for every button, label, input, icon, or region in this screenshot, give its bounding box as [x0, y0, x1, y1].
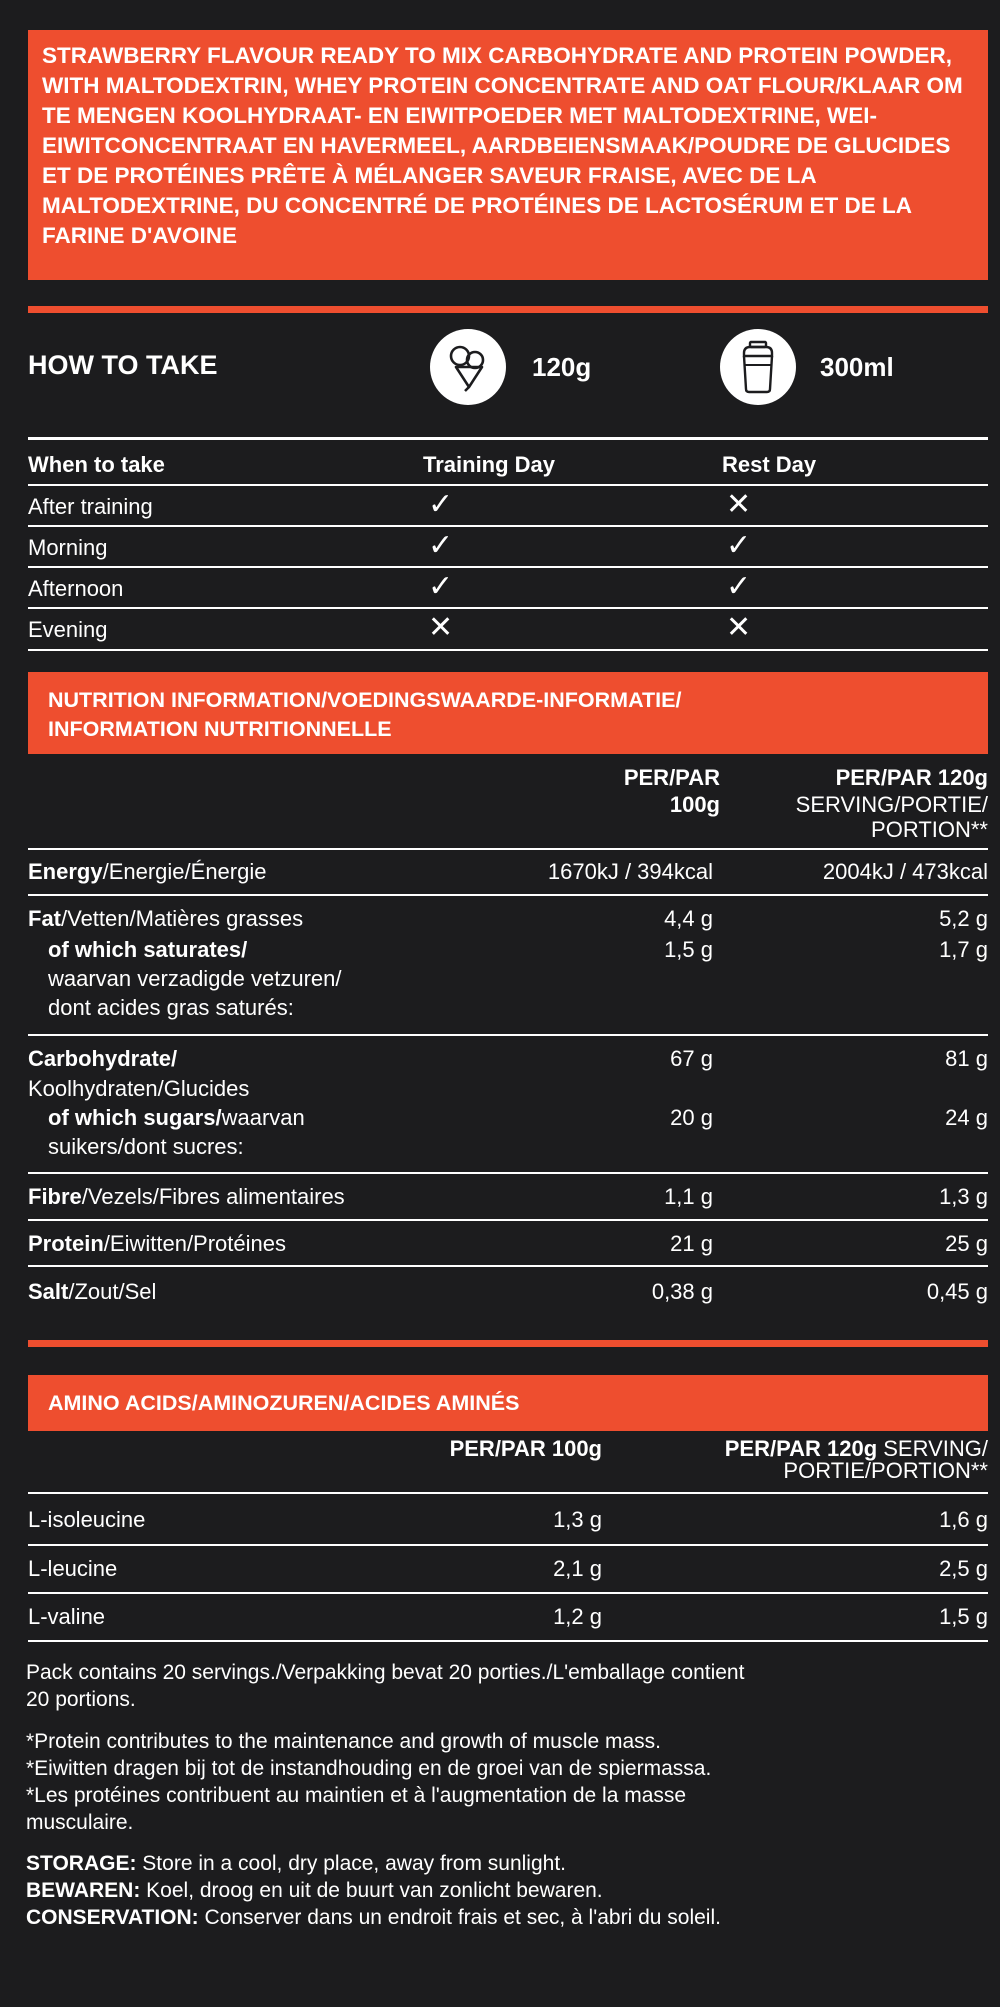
sugars-label-line1: of which sugars/waarvan — [48, 1105, 305, 1130]
rest-mark: ✓ — [726, 529, 752, 562]
rest-mark: ✕ — [726, 611, 752, 644]
row-divider — [28, 484, 988, 486]
scoop-amount: 120g — [532, 352, 592, 382]
per100-header-line1: PER/PAR — [623, 765, 720, 790]
divider-orange — [28, 1340, 988, 1347]
amino-row-name: L-valine — [28, 1604, 106, 1629]
storage-nl: BEWAREN: Koel, droog en uit de buurt van zonlicht bewaren. — [26, 1879, 603, 1902]
fat-serving: 5,2 g — [939, 906, 988, 931]
saturates-per100: 1,5 g — [664, 937, 713, 962]
sugars-label-line2: suikers/dont sucres: — [48, 1134, 244, 1159]
claim-nl: *Eiwitten dragen bij tot de instandhouding en de groei van de spiermassa. — [26, 1757, 712, 1780]
per100-header-line2: 100g — [669, 792, 720, 817]
row-divider — [28, 607, 988, 609]
carbohydrate-label-line1: Carbohydrate/ — [28, 1046, 178, 1071]
protein-per100: 21 g — [670, 1231, 713, 1256]
row-divider — [28, 848, 988, 850]
shaker-amount: 300ml — [820, 352, 894, 382]
salt-serving: 0,45 g — [926, 1279, 988, 1304]
amino-serving-header-line1: PER/PAR 120g SERVING/ — [724, 1436, 988, 1461]
sugars-serving: 24 g — [945, 1105, 988, 1130]
product-title: STRAWBERRY FLAVOUR READY TO MIX CARBOHYDRATE AND PROTEIN POWDER, WITH MALTODEXTRIN, WHEY PROTEIN CONCENTRATE AND OAT FLOUR/KLAAR OM TE MENGEN KOOLHYDRAAT- EN EIWITPOEDER MET MALTODEXTRINE, WEI-EIWITCONCENTRAAT EN HAVERMEEL, AARDBEIENSMAAK/POUDRE DE GLUCIDES ET DE PROTÉINES PRÊTE À MÉLANGER SAVEUR FRAISE, AVEC DE LA MALTODEXTRINE, DU CONCENTRÉ DE PROTÉINES DE LACTOSÉRUM ET DE LA FARINE D'AVOINE — [42, 43, 963, 248]
serving-header-line1: PER/PAR 120g — [835, 765, 988, 790]
nutrition-heading-box — [28, 672, 988, 754]
energy-label: Energy/Energie/Énergie — [28, 859, 267, 884]
salt-per100: 0,38 g — [651, 1279, 713, 1304]
amino-row-serving: 2,5 g — [939, 1556, 988, 1581]
claim-fr-line2: musculaire. — [26, 1811, 134, 1834]
rest-mark: ✓ — [726, 570, 752, 603]
fibre-label: Fibre/Vezels/Fibres alimentaires — [28, 1184, 345, 1209]
storage-en: STORAGE: Store in a cool, dry place, away from sunlight. — [26, 1852, 567, 1875]
fibre-per100: 1,1 g — [664, 1184, 713, 1209]
saturates-label-line1: of which saturates/ — [48, 937, 248, 962]
storage-fr: CONSERVATION: Conserver dans un endroit frais et sec, à l'abri du soleil. — [26, 1906, 721, 1929]
row-divider — [28, 1265, 988, 1267]
amino-row-per100: 1,3 g — [553, 1507, 602, 1532]
row-divider — [28, 1544, 988, 1546]
rest-day-header: Rest Day — [722, 452, 817, 477]
sugars-per100: 20 g — [670, 1105, 713, 1130]
row-divider — [28, 894, 988, 896]
protein-label: Protein/Eiwitten/Protéines — [28, 1231, 286, 1256]
carbohydrate-per100: 67 g — [670, 1046, 713, 1071]
when-row-label: Morning — [28, 535, 108, 560]
pack-contents — [26, 1659, 992, 1713]
amino-per100-header: PER/PAR 100g — [449, 1436, 602, 1461]
saturates-label-line2: waarvan verzadigde vetzuren/ — [48, 966, 342, 991]
when-header: When to take — [28, 452, 165, 477]
serving-header-line3: PORTION** — [871, 817, 988, 842]
amino-row-per100: 2,1 g — [553, 1556, 602, 1581]
row-divider — [28, 525, 988, 527]
amino-heading: AMINO ACIDS/AMINOZUREN/ACIDES AMINÉS — [48, 1391, 520, 1415]
storage — [26, 1850, 992, 1931]
row-divider — [28, 566, 988, 568]
row-divider — [28, 1172, 988, 1174]
nutrition-heading-line2: INFORMATION NUTRITIONNELLE — [48, 717, 392, 741]
fat-label: Fat/Vetten/Matières grasses — [28, 906, 304, 931]
scoop-icon — [430, 329, 506, 405]
fibre-serving: 1,3 g — [939, 1184, 988, 1209]
claim-en: *Protein contributes to the maintenance and growth of muscle mass. — [26, 1730, 662, 1753]
amino-row-name: L-isoleucine — [28, 1507, 146, 1532]
shaker-icon — [720, 329, 796, 405]
saturates-label-line3: dont acides gras saturés: — [48, 995, 294, 1020]
product-title-box — [28, 30, 988, 280]
amino-heading-box — [28, 1375, 988, 1431]
training-mark: ✕ — [428, 611, 454, 644]
when-row-label: Afternoon — [28, 576, 124, 601]
salt-label: Salt/Zout/Sel — [28, 1279, 157, 1304]
energy-serving: 2004kJ / 473kcal — [822, 859, 988, 884]
claim-fr-line1: *Les protéines contribuent au maintien et à l'augmentation de la masse — [26, 1784, 687, 1807]
pack-line2: 20 portions. — [26, 1688, 136, 1711]
training-mark: ✓ — [428, 488, 454, 521]
nutrition-heading-line1: NUTRITION INFORMATION/VOEDINGSWAARDE-INFORMATIE/ — [48, 688, 682, 712]
row-divider — [28, 1592, 988, 1594]
training-mark: ✓ — [428, 529, 454, 562]
amino-row-name: L-leucine — [28, 1556, 118, 1581]
when-row-label: Evening — [28, 617, 108, 642]
table-top-rule — [28, 437, 988, 440]
energy-per100: 1670kJ / 394kcal — [547, 859, 713, 884]
row-divider — [28, 1640, 988, 1642]
training-day-header: Training Day — [423, 452, 556, 477]
amino-row-serving: 1,6 g — [939, 1507, 988, 1532]
carbohydrate-serving: 81 g — [945, 1046, 988, 1071]
serving-header-line2: SERVING/PORTIE/ — [795, 792, 988, 817]
fat-per100: 4,4 g — [664, 906, 713, 931]
protein-serving: 25 g — [945, 1231, 988, 1256]
row-divider — [28, 649, 988, 651]
training-mark: ✓ — [428, 570, 454, 603]
pack-line1: Pack contains 20 servings./Verpakking bevat 20 porties./L'emballage contient — [26, 1661, 745, 1684]
how-to-take-label: HOW TO TAKE — [28, 350, 218, 380]
saturates-serving: 1,7 g — [939, 937, 988, 962]
carbohydrate-label-line2: Koolhydraten/Glucides — [28, 1076, 250, 1101]
divider-orange — [28, 306, 988, 313]
row-divider — [28, 1492, 988, 1494]
row-divider — [28, 1219, 988, 1221]
when-row-label: After training — [28, 494, 153, 519]
amino-row-serving: 1,5 g — [939, 1604, 988, 1629]
row-divider — [28, 1034, 988, 1036]
amino-serving-header-line2: PORTIE/PORTION** — [783, 1458, 988, 1483]
rest-mark: ✕ — [726, 488, 752, 521]
amino-row-per100: 1,2 g — [553, 1604, 602, 1629]
claims — [26, 1728, 992, 1836]
